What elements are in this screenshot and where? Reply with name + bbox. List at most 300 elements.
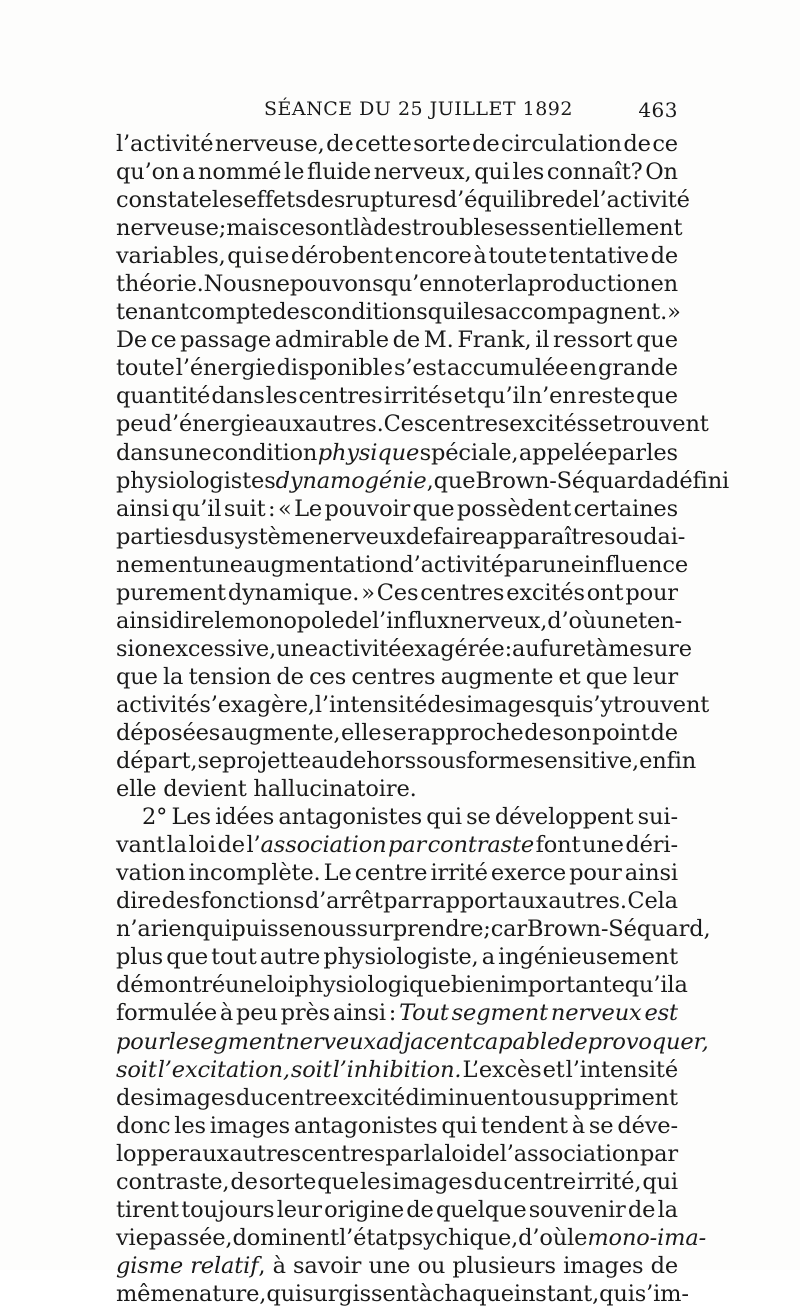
text-run: hallucinatoire. [253,776,417,803]
text-run: suppriment [548,1084,678,1111]
word [582,831,624,859]
word [116,158,179,186]
text-run: la [507,271,528,298]
word [573,635,595,663]
word [565,186,592,214]
text-run: cette [355,131,412,157]
text-run: font [535,832,581,859]
text-run: se [466,804,491,831]
text-run: des [272,299,312,326]
text-run: là [352,215,374,242]
text-run: des [373,215,412,242]
word [189,663,272,691]
word [345,607,372,635]
word [266,1280,302,1308]
word [512,635,540,663]
word [528,382,577,410]
word [116,1168,229,1196]
word [116,831,165,859]
text-run: aux [264,411,305,438]
word [613,691,709,719]
word [220,999,233,1027]
word [116,747,197,775]
text-run: reste [577,383,635,410]
word [540,635,573,663]
word [214,607,234,635]
text-run: a [182,159,196,186]
word [246,831,386,859]
italic-text: Tout [399,1000,449,1027]
text-run: excités [506,579,585,606]
italic-text: pour [116,1028,169,1055]
text-run: trouvent [612,691,710,718]
italic-text: nerveux [285,1028,376,1055]
text-run: une [276,635,318,662]
text-run: influence [583,551,688,578]
word [651,719,678,747]
word [441,1112,477,1140]
text-run: spéciale, [419,439,519,466]
text-run: à [571,1112,586,1139]
text-run: irrités [383,383,453,410]
text-run: sensitive, [533,748,640,775]
text-run: qu’on [116,159,180,186]
word [276,467,434,495]
word [432,1280,514,1308]
text-run: disponible [276,355,393,382]
word [587,1224,706,1252]
word [405,1084,520,1112]
word [225,971,267,999]
word [472,1140,499,1168]
word [598,354,678,382]
text-run: les [646,439,678,466]
text-run: physiologistes [116,467,276,494]
word [617,1112,678,1140]
text-run: toute [488,243,547,270]
word [501,130,622,158]
text-run: à [272,1252,286,1279]
word [546,691,582,719]
text-run: qui [195,916,232,943]
text-run: « [277,495,292,522]
word [462,1056,541,1084]
text-run: peu [116,411,158,438]
text-run: plusieurs [452,1252,556,1279]
word [116,915,151,943]
text-run: exerce [490,860,566,887]
word [651,242,678,270]
text-run: dominent [232,1224,340,1251]
text-run: de [230,1168,258,1195]
word [285,1028,376,1056]
italic-text: soit [116,1056,157,1083]
text-run: la [657,1196,678,1223]
italic-text: association [260,832,387,859]
word [563,1252,643,1280]
text-run: devient [163,776,247,803]
text-run: autres [229,1140,301,1167]
text-line [116,1168,678,1196]
text-run: vation [116,860,186,887]
text-run: de [472,1140,500,1167]
word [422,887,507,915]
word [116,859,186,887]
word [116,186,212,214]
word [116,495,169,523]
text-run: production [527,271,651,298]
word [542,551,584,579]
word [305,410,384,438]
text-run: il [535,327,550,354]
text-line [116,242,678,270]
text-run: contraste, [116,1168,230,1195]
text-run: une [225,972,267,999]
word [569,354,597,382]
word [303,915,356,943]
word [306,186,345,214]
text-line [116,439,678,467]
text-run: l’influx [372,607,450,634]
italic-text: provoquer, [587,1028,709,1055]
text-run: de [406,1196,434,1223]
word [495,298,667,326]
word [399,999,449,1027]
text-line [116,551,688,579]
text-run: Ces [383,411,426,438]
text-run: nerveux [315,523,406,550]
text-run: passée, [148,1224,233,1251]
text-run: peu [236,1000,278,1027]
text-run: ce [652,131,678,157]
word [481,1112,568,1140]
text-run: les [512,159,545,186]
text-run: des [427,691,467,718]
text-run: pour [625,579,678,606]
word [612,410,708,438]
text-run: chaque [432,1280,514,1307]
text-run: instant, [513,1280,600,1307]
word [215,803,274,831]
text-run: appelée [518,439,608,466]
word [633,663,678,691]
word [162,887,201,915]
word [266,382,298,410]
text-run: exagérée [401,635,505,662]
text-run: ou [417,1252,446,1279]
text-line [116,943,678,971]
italic-text: le [168,1028,189,1055]
word [518,1224,567,1252]
word [393,326,420,354]
word [572,1112,585,1140]
word [291,242,393,270]
word [625,579,678,607]
text-run: fur [539,635,573,662]
text-line [116,775,678,803]
text-run: aux [188,1140,230,1167]
text-run: plus [116,944,164,971]
text-run: de [650,719,678,746]
word [355,859,428,887]
text-run: par [383,888,422,915]
text-run: se [197,748,222,775]
page-number: 463 [638,98,678,122]
word [639,747,696,775]
word [169,607,214,635]
word [454,382,476,410]
word [163,775,246,803]
word [665,467,729,495]
text-line [116,635,692,663]
word [406,1196,433,1224]
text-line [116,579,678,607]
italic-text: dynamogénie [275,467,427,494]
text-run: a [674,972,688,999]
text-run: augmentation [242,551,400,578]
text-run: une [581,832,624,859]
word [116,326,147,354]
word [243,551,399,579]
word [318,439,419,467]
word [228,579,359,607]
text-run: s’im- [634,1280,689,1307]
text-run: qui [642,1168,678,1195]
text-run: les [174,1112,206,1139]
text-run: d’équilibre [442,187,566,214]
text-run: sorte [413,131,471,157]
word [268,495,275,523]
word [436,1196,527,1224]
text-run: tendent [480,1112,568,1139]
text-run: souvenir [528,1196,626,1223]
text-run: par [503,551,543,578]
text-run: surgissent [301,1280,419,1307]
word [604,523,685,551]
text-run: que [317,1168,359,1195]
text-run: de [392,327,421,354]
text-run: quelque [435,1196,527,1223]
text-run: nous [303,916,357,943]
text-run: que [166,944,208,971]
text-run: se [264,243,290,270]
text-line [116,1280,689,1308]
text-run: de [650,243,678,270]
text-run: physiologique [294,972,451,999]
text-run: dynamique. [227,579,360,606]
word [475,467,651,495]
text-line [116,607,683,635]
word [636,382,678,410]
text-run: des [116,1084,155,1111]
text-run: la [423,1140,445,1167]
text-run: du [194,523,224,550]
text-run: ont [586,579,624,606]
text-run: une [596,607,639,634]
word [513,158,545,186]
word [548,1084,677,1112]
italic-text: segment [188,1028,286,1055]
word [495,803,634,831]
word [433,523,485,551]
text-run: physiologiste, [323,944,479,971]
text-run: noter [446,271,508,298]
word [625,859,678,887]
text-run: excités [509,411,588,438]
word [588,1028,709,1056]
text-run: par [607,439,646,466]
text-line [116,1028,709,1056]
text-run: tension [188,663,272,690]
text-run: idées [215,804,275,831]
word [294,1112,438,1140]
text-run: troubles [411,215,505,242]
text-run: passage [180,327,272,354]
text-run: qui [427,299,464,326]
word [311,298,428,326]
text-run: à [473,243,487,270]
word [447,270,507,298]
word [198,158,281,186]
text-run: variables, [116,243,226,270]
text-run: , [426,467,434,494]
word [473,242,486,270]
word [265,242,290,270]
word [393,1168,473,1196]
word [376,1028,472,1056]
text-run: les [463,299,495,326]
text-run: rapproche [407,719,524,746]
word [586,663,628,691]
text-run: fonctions [200,888,305,915]
text-run: se [587,411,613,438]
text-run: de [217,832,245,859]
text-run: pouvoir [324,495,411,522]
word [547,607,596,635]
word [232,1224,339,1252]
word [529,1196,626,1224]
text-run: images [563,1252,644,1279]
text-run: purement [116,579,226,606]
text-run: en [569,355,597,382]
word [260,943,320,971]
text-run: loi [188,832,216,859]
text-run: théorie. [116,271,204,298]
text-run: circulation [501,131,622,157]
word [500,971,625,999]
text-run: des [306,187,346,214]
word [417,1252,445,1280]
word [158,410,265,438]
word [325,495,411,523]
text-run: dans [116,439,170,466]
word [584,551,688,579]
word [279,214,305,242]
text-run: vie [116,1224,149,1251]
word [394,354,446,382]
text-run: la [163,663,184,690]
word [273,1252,286,1280]
word [212,439,317,467]
text-line [116,803,678,831]
text-line [116,1084,678,1112]
word [428,298,464,326]
word [374,158,472,186]
text-line [116,915,711,943]
text-line [116,186,690,214]
text-run: ou [520,1084,549,1111]
text-run: essentiellement [505,215,683,242]
italic-text: segment [451,1000,549,1027]
word [548,887,627,915]
text-line [116,326,678,354]
word [116,439,169,467]
text-run: centres [298,383,383,410]
word [640,1140,678,1168]
word [384,270,447,298]
word [385,1140,423,1168]
text-run: toujours [181,1196,275,1223]
word [628,1196,655,1224]
word [514,1280,599,1308]
text-line [116,719,678,747]
text-run: le [567,1224,588,1251]
word [142,803,167,831]
word [116,1280,185,1308]
word [524,719,551,747]
text-line [116,158,678,186]
word [533,747,639,775]
text-run: s’exagère, [199,691,315,718]
word [383,887,421,915]
word [397,1224,518,1252]
text-run: nommé [198,159,282,186]
word [472,1028,560,1056]
word [357,915,484,943]
word [116,214,219,242]
word [195,523,224,551]
text-run: pouvons [289,271,384,298]
text-line [116,971,688,999]
word [272,298,311,326]
text-run: centre [264,1084,338,1111]
word [457,495,571,523]
italic-text: contraste [427,832,535,859]
text-run: qui [227,243,263,270]
word [116,1028,169,1056]
word [625,831,678,859]
word [520,1084,548,1112]
text-run: irrité [430,860,488,887]
word [430,859,487,887]
text-run: de [565,187,593,214]
text-run: de [326,131,354,157]
word [353,214,373,242]
word [116,579,226,607]
word [201,551,243,579]
word [355,130,412,158]
text-run: son [552,719,592,746]
word [299,382,383,410]
text-line [116,467,730,495]
text-run: à [219,1000,234,1027]
text-run: dérobent [290,243,393,270]
text-line [116,214,683,242]
text-run: bien [450,972,500,999]
text-run: possèdent [456,495,572,522]
word [551,999,642,1027]
text-run: 2° [142,804,168,831]
